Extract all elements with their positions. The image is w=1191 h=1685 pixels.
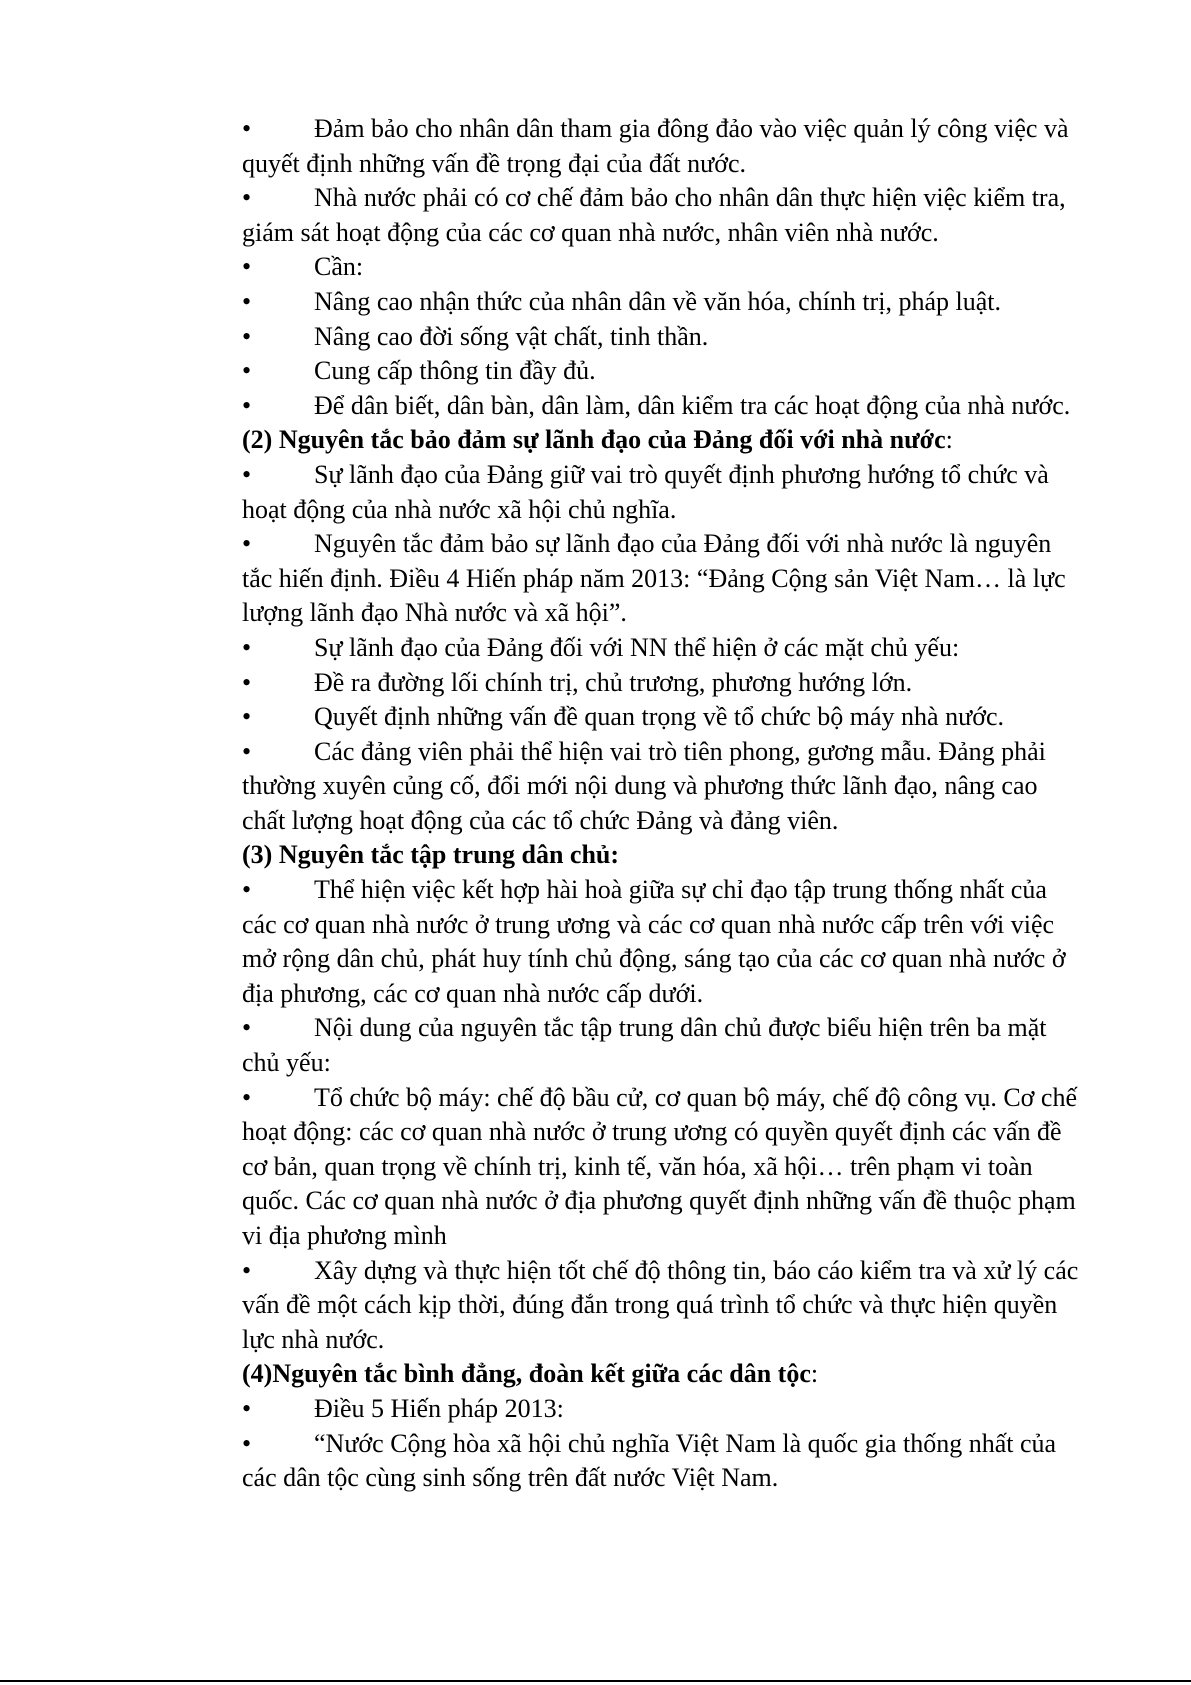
paragraph-text: Cần: bbox=[314, 252, 364, 282]
paragraph-text: Tổ chức bộ máy: chế độ bầu cử, cơ quan bộ máy, chế độ công vụ. Cơ chế hoạt động: các cơ quan nhà nước ở trung ương có quyền quyết định các vấn đề cơ bản, quan trọng về chính trị, kinh tế, văn hóa, xã hội… trên phạm vi toàn quốc. Các cơ quan nhà nước ở địa phương quyết định những vấn đề thuộc phạm vi địa phương mình bbox=[242, 1082, 1077, 1250]
paragraph-text: Nội dung của nguyên tắc tập trung dân chủ được biểu hiện trên ba mặt chủ yếu: bbox=[242, 1013, 1047, 1078]
section-heading-4 bbox=[242, 1357, 1082, 1392]
bullet-icon: • bbox=[242, 1013, 252, 1043]
paragraph-text: Thể hiện việc kết hợp hài hoà giữa sự chỉ đạo tập trung thống nhất của các cơ quan nhà nước ở trung ương và các cơ quan nhà nước cấp trên với việc mở rộng dân chủ, phát huy tính chủ động, sáng tạo của các cơ quan nhà nước ở địa phương, các cơ quan nhà nước cấp dưới. bbox=[242, 875, 1066, 1008]
bullet-paragraph bbox=[242, 1427, 1082, 1496]
bullet-paragraph bbox=[242, 354, 1082, 389]
bullet-paragraph bbox=[242, 735, 1082, 839]
paragraph-text: Để dân biết, dân bàn, dân làm, dân kiểm tra các hoạt động của nhà nước. bbox=[314, 390, 1071, 420]
paragraph-text: Đề ra đường lối chính trị, chủ trương, phương hướng lớn. bbox=[314, 667, 913, 697]
bullet-icon: • bbox=[242, 529, 252, 559]
section-2-list bbox=[242, 458, 1082, 839]
bullet-paragraph bbox=[242, 181, 1082, 250]
paragraph-text: Nguyên tắc đảm bảo sự lãnh đạo của Đảng đối với nhà nước là nguyên tắc hiến định. Điều 4 Hiến pháp năm 2013: “Đảng Cộng sản Việt Nam… là lực lượng lãnh đạo Nhà nước và xã hội”. bbox=[242, 529, 1066, 628]
bullet-icon: • bbox=[242, 252, 252, 282]
paragraph-text: Sự lãnh đạo của Đảng giữ vai trò quyết định phương hướng tổ chức và hoạt động của nhà nước xã hội chủ nghĩa. bbox=[242, 459, 1049, 524]
paragraph-text: Cung cấp thông tin đầy đủ. bbox=[314, 356, 596, 386]
bullet-icon: • bbox=[242, 667, 252, 697]
paragraph-text: Sự lãnh đạo của Đảng đối với NN thể hiện ở các mặt chủ yếu: bbox=[314, 632, 960, 662]
paragraph-text: Điều 5 Hiến pháp 2013: bbox=[314, 1393, 564, 1423]
bullet-paragraph bbox=[242, 666, 1082, 701]
section-1-list bbox=[242, 112, 1082, 423]
bullet-icon: • bbox=[242, 459, 252, 489]
bullet-icon: • bbox=[242, 183, 252, 213]
bullet-icon: • bbox=[242, 114, 252, 143]
bullet-paragraph bbox=[242, 250, 1082, 285]
paragraph-text: Các đảng viên phải thể hiện vai trò tiên phong, gương mẫu. Đảng phải thường xuyên củng cố, đổi mới nội dung và phương thức lãnh đạo, nâng cao chất lượng hoạt động của các tổ chức Đảng và đảng viên. bbox=[242, 736, 1046, 835]
bullet-paragraph bbox=[242, 112, 1082, 181]
heading-text: (2) Nguyên tắc bảo đảm sự lãnh đạo của Đảng đối với nhà nước bbox=[242, 425, 946, 455]
section-heading-2 bbox=[242, 423, 1082, 458]
bullet-paragraph bbox=[242, 700, 1082, 735]
section-heading-3 bbox=[242, 838, 1082, 873]
heading-text: (3) Nguyên tắc tập trung dân chủ: bbox=[242, 840, 620, 870]
heading-colon: : bbox=[945, 425, 953, 455]
bullet-paragraph bbox=[242, 1011, 1082, 1080]
bullet-icon: • bbox=[242, 390, 252, 420]
section-4-list bbox=[242, 1392, 1082, 1496]
paragraph-text: Đảm bảo cho nhân dân tham gia đông đảo vào việc quản lý công việc và quyết định những vấn đề trọng đại của đất nước. bbox=[242, 114, 1069, 178]
bullet-paragraph bbox=[242, 1392, 1082, 1427]
bullet-icon: • bbox=[242, 286, 252, 316]
bullet-icon: • bbox=[242, 356, 252, 386]
bullet-paragraph bbox=[242, 527, 1082, 631]
bullet-paragraph bbox=[242, 1081, 1082, 1254]
document-page bbox=[242, 112, 1082, 1496]
paragraph-text: Nhà nước phải có cơ chế đảm bảo cho nhân dân thực hiện việc kiểm tra, giám sát hoạt động của các cơ quan nhà nước, nhân viên nhà nước. bbox=[242, 183, 1066, 247]
bullet-paragraph bbox=[242, 458, 1082, 527]
heading-colon: : bbox=[810, 1359, 819, 1389]
paragraph-text: Xây dựng và thực hiện tốt chế độ thông tin, báo cáo kiểm tra và xử lý các vấn đề một cách kịp thời, đúng đắn trong quá trình tổ chức và thực hiện quyền lực nhà nước. bbox=[242, 1255, 1079, 1354]
paragraph-text: Nâng cao đời sống vật chất, tinh thần. bbox=[314, 321, 709, 351]
bullet-icon: • bbox=[242, 632, 252, 662]
bullet-icon: • bbox=[242, 1393, 252, 1423]
paragraph-text: Nâng cao nhận thức của nhân dân về văn hóa, chính trị, pháp luật. bbox=[314, 286, 1001, 316]
bullet-paragraph bbox=[242, 873, 1082, 1011]
bullet-icon: • bbox=[242, 1082, 252, 1112]
bullet-icon: • bbox=[242, 321, 252, 351]
bullet-paragraph bbox=[242, 389, 1082, 424]
paragraph-text: Quyết định những vấn đề quan trọng về tổ chức bộ máy nhà nước. bbox=[314, 702, 1004, 732]
bullet-paragraph bbox=[242, 1254, 1082, 1358]
page-bottom-divider bbox=[0, 1680, 1191, 1682]
bullet-icon: • bbox=[242, 875, 252, 905]
bullet-icon: • bbox=[242, 702, 252, 732]
bullet-icon: • bbox=[242, 1428, 252, 1458]
bullet-paragraph bbox=[242, 631, 1082, 666]
bullet-icon: • bbox=[242, 736, 252, 766]
paragraph-text: “Nước Cộng hòa xã hội chủ nghĩa Việt Nam là quốc gia thống nhất của các dân tộc cùng sinh sống trên đất nước Việt Nam. bbox=[242, 1428, 1057, 1493]
section-3-list bbox=[242, 873, 1082, 1357]
heading-text: (4)Nguyên tắc bình đẳng, đoàn kết giữa các dân tộc bbox=[242, 1359, 811, 1389]
bullet-paragraph bbox=[242, 320, 1082, 355]
bullet-icon: • bbox=[242, 1255, 252, 1285]
bullet-paragraph bbox=[242, 285, 1082, 320]
